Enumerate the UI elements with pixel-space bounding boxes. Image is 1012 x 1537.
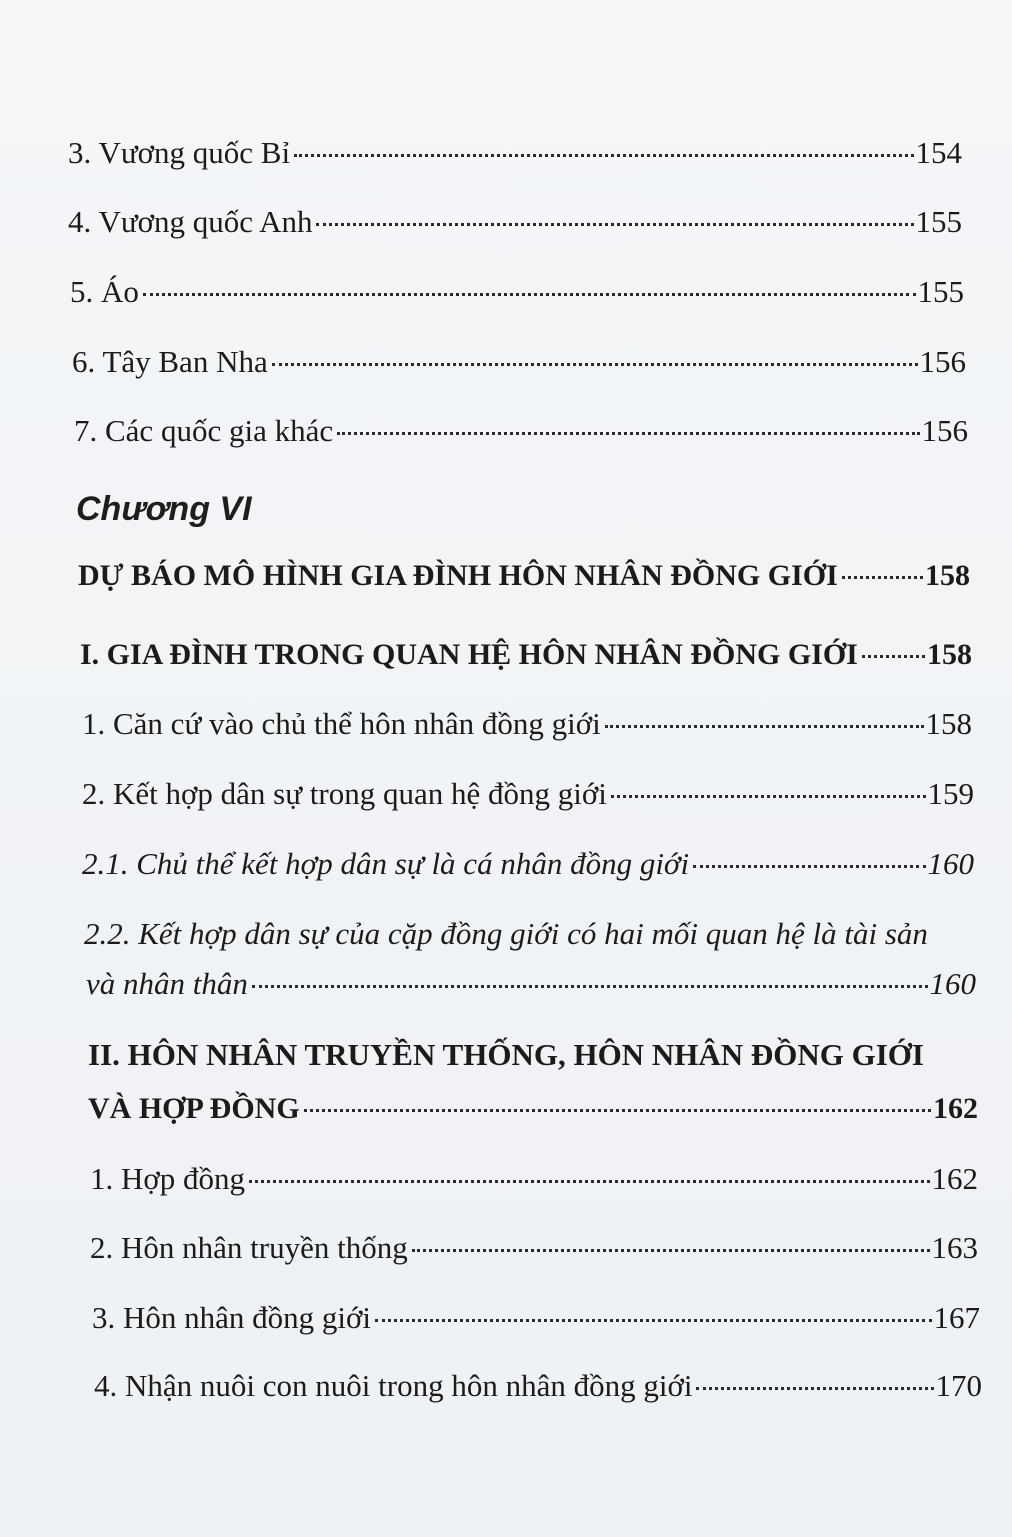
toc-entry [82, 705, 972, 743]
toc-entry-label: 4. Vương quốc Anh [68, 204, 313, 239]
chapter-heading [78, 557, 970, 595]
toc-entry-page: 160 [927, 846, 974, 881]
toc-entry-label: 4. Nhận nuôi con nuôi trong hôn nhân đồng giới [94, 1368, 693, 1403]
toc-entry [90, 1229, 978, 1267]
section-heading-page: 158 [927, 638, 972, 671]
section-heading-label: I. GIA ĐÌNH TRONG QUAN HỆ HÔN NHÂN ĐỒNG GIỚI [80, 638, 858, 671]
toc-entry-label: 2. Hôn nhân truyền thống [90, 1230, 408, 1265]
toc-entry-label: 6. Tây Ban Nha [72, 344, 268, 379]
dot-leader [611, 795, 926, 798]
toc-entry-page: 158 [925, 706, 972, 741]
toc-entry-page: 159 [927, 776, 974, 811]
toc-entry [82, 775, 974, 813]
dot-leader [272, 363, 918, 366]
dot-leader [696, 1387, 933, 1390]
toc-entry [82, 845, 974, 883]
toc-entry-label: 2.1. Chủ thể kết hợp dân sự là cá nhân đồng giới [82, 846, 690, 881]
toc-entry-label: và nhân thân [86, 966, 248, 1001]
dot-leader [375, 1319, 931, 1322]
toc-entry-page: 163 [931, 1230, 978, 1265]
toc-entry [72, 343, 966, 381]
dot-leader [316, 223, 913, 226]
toc-entry-label: 1. Căn cứ vào chủ thể hôn nhân đồng giới [82, 706, 601, 741]
toc-entry-label: 5. Áo [70, 274, 139, 309]
toc-entry-label: 1. Hợp đồng [90, 1161, 246, 1196]
chapter-title: Chương VI [76, 490, 252, 528]
section-heading [80, 636, 972, 674]
section-heading-page: 162 [933, 1092, 978, 1125]
toc-entry [94, 1367, 982, 1405]
toc-entry-page: 156 [921, 413, 968, 448]
toc-entry-page: 160 [929, 966, 976, 1001]
toc-entry [68, 134, 962, 172]
section-heading-label: VÀ HỢP ĐỒNG [88, 1092, 300, 1125]
toc-entry [70, 273, 964, 311]
toc-entry-label: 2. Kết hợp dân sự trong quan hệ đồng giới [82, 776, 607, 811]
toc-entry-label: 3. Hôn nhân đồng giới [92, 1300, 372, 1335]
toc-entry [74, 412, 968, 450]
toc-entry-page: 155 [917, 274, 964, 309]
dot-leader [294, 154, 913, 157]
toc-entry-label: 3. Vương quốc Bỉ [68, 135, 291, 170]
dot-leader [693, 865, 925, 868]
dot-leader [337, 432, 919, 435]
dot-leader [304, 1109, 931, 1112]
toc-entry [90, 1160, 978, 1198]
toc-entry-page: 170 [935, 1368, 982, 1403]
toc-entry [86, 965, 976, 1003]
chapter-heading-label: DỰ BÁO MÔ HÌNH GIA ĐÌNH HÔN NHÂN ĐỒNG GIỚI [78, 559, 838, 592]
toc-entry-page: 156 [919, 344, 966, 379]
dot-leader [842, 576, 923, 579]
dot-leader [143, 293, 916, 296]
toc-entry-page: 162 [931, 1161, 978, 1196]
dot-leader [412, 1249, 930, 1252]
toc-entry-page: 155 [915, 204, 962, 239]
dot-leader [252, 985, 928, 988]
dot-leader [862, 655, 925, 658]
toc-entry-page: 167 [933, 1300, 980, 1335]
section-heading [88, 1090, 978, 1128]
toc-entry [68, 203, 962, 241]
toc-entry-page: 154 [915, 135, 962, 170]
toc-entry [92, 1299, 980, 1337]
toc-entry-label: 7. Các quốc gia khác [74, 413, 334, 448]
dot-leader [605, 725, 924, 728]
section-heading-first-line: II. HÔN NHÂN TRUYỀN THỐNG, HÔN NHÂN ĐỒNG GIỚI [88, 1037, 924, 1072]
toc-entry-multiline-first: 2.2. Kết hợp dân sự của cặp đồng giới có hai mối quan hệ là tài sản [84, 916, 928, 951]
chapter-heading-page: 158 [925, 559, 970, 592]
dot-leader [249, 1180, 929, 1183]
